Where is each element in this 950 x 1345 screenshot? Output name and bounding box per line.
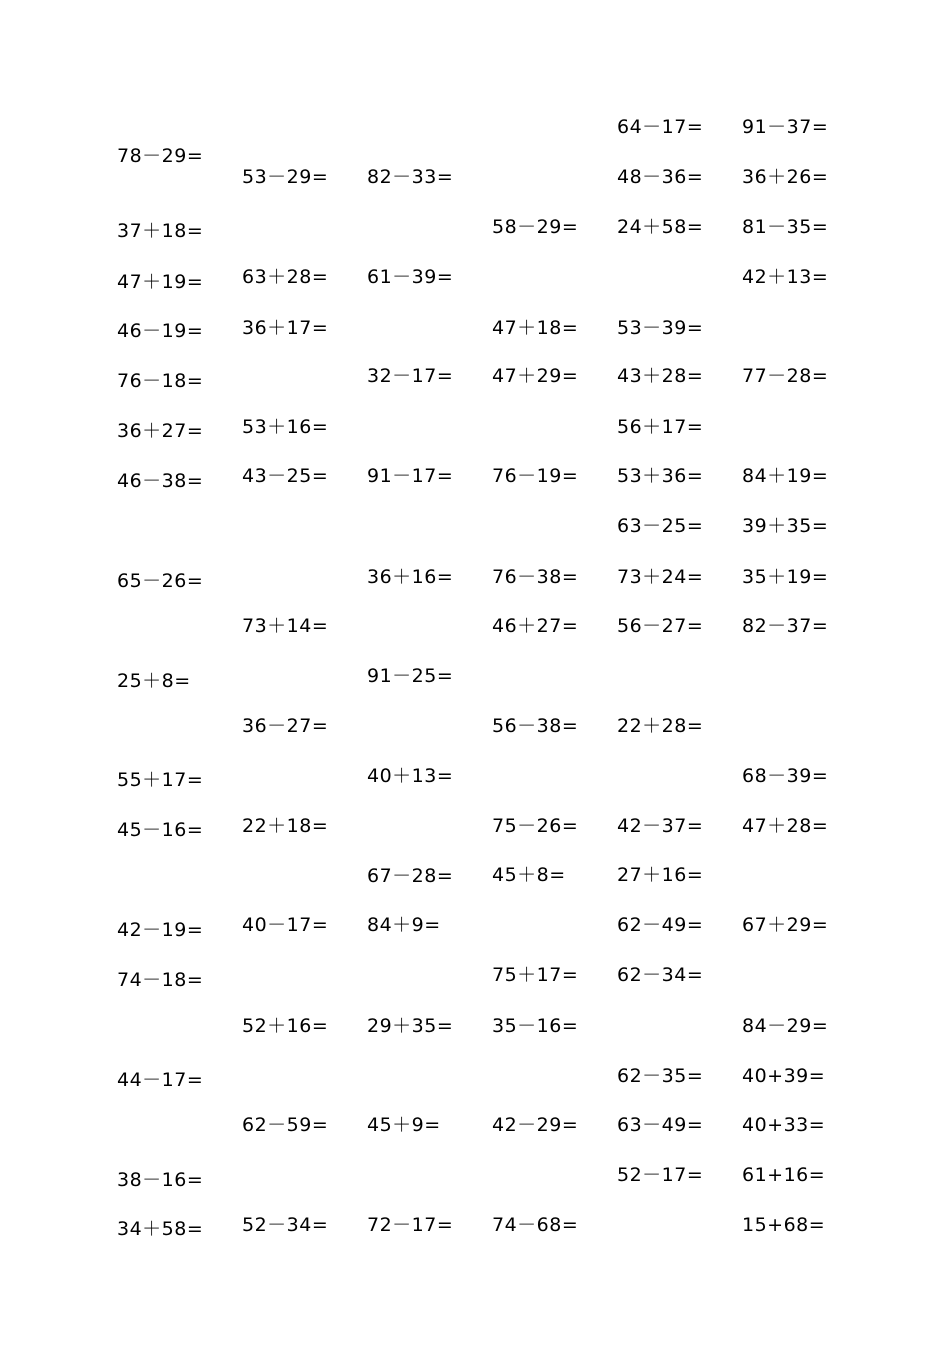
problem: 40－17=	[242, 914, 329, 936]
problem-column-4	[492, 0, 617, 1345]
problem: 44－17=	[117, 1069, 204, 1091]
problem: 42－37=	[617, 815, 704, 837]
problem: 47＋19=	[117, 271, 204, 293]
problem: 38－16=	[117, 1169, 204, 1191]
problem: 40+33=	[742, 1114, 826, 1136]
problem: 39＋35=	[742, 515, 829, 537]
problem: 91－25=	[367, 665, 454, 687]
problem: 43－25=	[242, 465, 329, 487]
problem: 46＋27=	[492, 615, 579, 637]
problem-column-3	[367, 0, 492, 1345]
problem: 36＋26=	[742, 166, 829, 188]
problem: 74－68=	[492, 1214, 579, 1236]
problem: 32－17=	[367, 365, 454, 387]
problem: 65－26=	[117, 570, 204, 592]
problem: 36＋27=	[117, 420, 204, 442]
problem: 22＋28=	[617, 715, 704, 737]
problem: 63－25=	[617, 515, 704, 537]
problem: 47＋28=	[742, 815, 829, 837]
problem: 47＋18=	[492, 317, 579, 339]
problem: 40+39=	[742, 1065, 826, 1087]
problem: 24＋58=	[617, 216, 704, 238]
problem: 53＋16=	[242, 416, 329, 438]
problem: 58－29=	[492, 216, 579, 238]
problem: 35＋19=	[742, 566, 829, 588]
problem: 37＋18=	[117, 220, 204, 242]
problem: 68－39=	[742, 765, 829, 787]
problem: 46－38=	[117, 470, 204, 492]
problem: 67－28=	[367, 865, 454, 887]
problem: 63－49=	[617, 1114, 704, 1136]
problem: 53－29=	[242, 166, 329, 188]
problem: 76－18=	[117, 370, 204, 392]
problem: 74－18=	[117, 969, 204, 991]
problem: 45＋9=	[367, 1114, 441, 1136]
problem: 25＋8=	[117, 670, 191, 692]
problem: 35－16=	[492, 1015, 579, 1037]
problem: 73＋14=	[242, 615, 329, 637]
problem-column-5	[617, 0, 742, 1345]
problem: 34＋58=	[117, 1218, 204, 1240]
problem: 62－49=	[617, 914, 704, 936]
problem: 27＋16=	[617, 864, 704, 886]
problem: 56－38=	[492, 715, 579, 737]
problem-column-2	[242, 0, 367, 1345]
problem: 78－29=	[117, 145, 204, 167]
problem: 29＋35=	[367, 1015, 454, 1037]
problem: 45－16=	[117, 819, 204, 841]
problem: 15+68=	[742, 1214, 826, 1236]
problem: 75－26=	[492, 815, 579, 837]
problem-column-1	[117, 0, 242, 1345]
problem: 42－19=	[117, 919, 204, 941]
problem: 76－19=	[492, 465, 579, 487]
problem: 52＋16=	[242, 1015, 329, 1037]
problem: 47＋29=	[492, 365, 579, 387]
problem: 84＋9=	[367, 914, 441, 936]
problem: 91－17=	[367, 465, 454, 487]
problem: 82－37=	[742, 615, 829, 637]
problem: 40＋13=	[367, 765, 454, 787]
problem: 61+16=	[742, 1164, 826, 1186]
problem: 55＋17=	[117, 769, 204, 791]
problem: 42－29=	[492, 1114, 579, 1136]
problem: 84－29=	[742, 1015, 829, 1037]
problem: 53＋36=	[617, 465, 704, 487]
problem: 81－35=	[742, 216, 829, 238]
problem: 53－39=	[617, 317, 704, 339]
problem: 91－37=	[742, 116, 829, 138]
problem: 72－17=	[367, 1214, 454, 1236]
problem: 76－38=	[492, 566, 579, 588]
problem: 64－17=	[617, 116, 704, 138]
problem: 45＋8=	[492, 864, 566, 886]
problem: 82－33=	[367, 166, 454, 188]
problem: 73＋24=	[617, 566, 704, 588]
problem: 52－17=	[617, 1164, 704, 1186]
problem: 62－35=	[617, 1065, 704, 1087]
problem: 36＋16=	[367, 566, 454, 588]
problem: 42＋13=	[742, 266, 829, 288]
problem: 36＋17=	[242, 317, 329, 339]
problem: 84＋19=	[742, 465, 829, 487]
problem: 43＋28=	[617, 365, 704, 387]
problem: 63＋28=	[242, 266, 329, 288]
problem: 22＋18=	[242, 815, 329, 837]
problem: 56－27=	[617, 615, 704, 637]
problem: 75＋17=	[492, 964, 579, 986]
problem: 67＋29=	[742, 914, 829, 936]
problem: 46－19=	[117, 320, 204, 342]
problem: 56＋17=	[617, 416, 704, 438]
problem: 62－59=	[242, 1114, 329, 1136]
problem-column-6	[742, 0, 867, 1345]
problem: 52－34=	[242, 1214, 329, 1236]
problem: 77－28=	[742, 365, 829, 387]
problem: 36－27=	[242, 715, 329, 737]
problem: 48－36=	[617, 166, 704, 188]
problem: 62－34=	[617, 964, 704, 986]
problem: 61－39=	[367, 266, 454, 288]
